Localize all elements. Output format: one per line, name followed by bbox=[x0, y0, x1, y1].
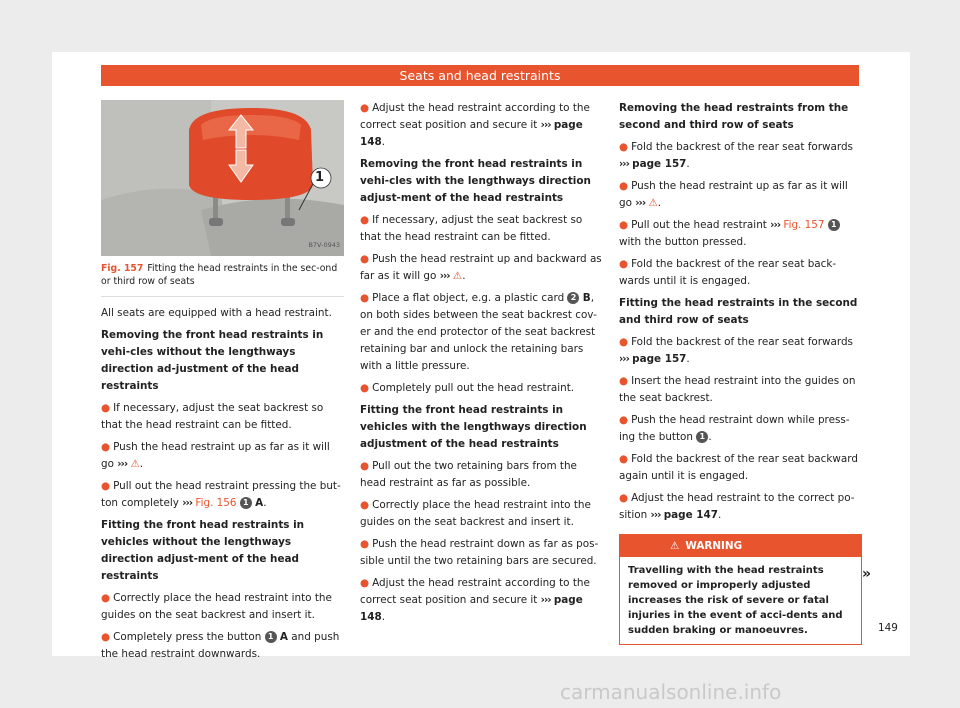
figure-caption: Fig. 157 Fitting the head restraints in the sec-ond or third row of seats bbox=[101, 262, 344, 297]
list-item: ● Pull out the head restraint ››› Fig. 157 1 with the button pressed. bbox=[619, 217, 862, 251]
link-page-148[interactable]: page 148 bbox=[360, 594, 583, 623]
warning-icon[interactable]: ⚠ bbox=[648, 197, 658, 209]
section-header: Seats and head restraints bbox=[101, 65, 859, 86]
list-item: ● Adjust the head restraint to the correct po-sition ››› page 147. bbox=[619, 492, 855, 521]
list-item: ● Adjust the head restraint according to the correct seat position and secure it ››› page 148. bbox=[360, 577, 590, 623]
column-1 bbox=[101, 100, 344, 668]
callout-badge: 1 bbox=[240, 497, 252, 509]
list-item: ● Push the head restraint up as far as it will go ››› ⚠. bbox=[619, 180, 848, 209]
watermark: carmanualsonline.info bbox=[560, 680, 782, 704]
heading-fit-front-adjust: Fitting the front head restraints in vehicles with the lengthways direction adjustment of the head restraints bbox=[360, 404, 587, 450]
link-page-148[interactable]: page 148 bbox=[360, 119, 583, 148]
figure-label: Fig. 157 bbox=[101, 263, 144, 274]
intro-text: All seats are equipped with a head restraint. bbox=[101, 307, 332, 319]
list-item: ● Fold the backrest of the rear seat back-wards until it is engaged. bbox=[619, 258, 837, 287]
warning-icon[interactable]: ⚠ bbox=[452, 270, 463, 282]
column-3 bbox=[619, 100, 862, 645]
figure-157 bbox=[101, 100, 344, 256]
link-page-157[interactable]: page 157 bbox=[632, 353, 687, 365]
list-item: ● If necessary, adjust the seat backrest so that the head restraint can be fitted. bbox=[101, 402, 324, 431]
warning-text: Travelling with the head restraints removed or improperly adjusted increases the risk of severe or fatal injuries in the event of acci-dents and sudden braking or manoeuvres. bbox=[628, 565, 843, 636]
warning-icon: ⚠ bbox=[670, 540, 680, 552]
list-item: ● Fold the backrest of the rear seat forwards ››› page 157. bbox=[619, 141, 853, 170]
continue-mark: » bbox=[862, 566, 872, 582]
link-fig-156[interactable]: Fig. 156 bbox=[195, 497, 237, 509]
heading-remove-front-no-adjust: Removing the front head restraints in vehi-cles without the lengthways direction ad-justment of the head restraints bbox=[101, 329, 324, 392]
list-item: ● Fold the backrest of the rear seat forwards ››› page 157. bbox=[619, 336, 853, 365]
figure-code: B7V-0943 bbox=[308, 241, 340, 249]
list-item: ● Completely press the button 1 A and push the head restraint downwards. bbox=[101, 631, 340, 660]
list-item: ● Push the head restraint up and backward as far as it will go ››› ⚠. bbox=[360, 253, 602, 282]
list-item: ● Push the head restraint up as far as it will go ››› ⚠. bbox=[101, 441, 330, 470]
list-item: ● Push the head restraint down as far as pos-sible until the two retaining bars are secured. bbox=[360, 538, 599, 567]
list-item: ● Correctly place the head restraint into the guides on the seat backrest and insert it. bbox=[360, 499, 591, 528]
callout-badge: 1 bbox=[828, 219, 840, 231]
heading-fit-front-no-adjust: Fitting the front head restraints in vehicles without the lengthways direction adjust-ment of the head restraints bbox=[101, 519, 305, 582]
figure-callout-1: 1 bbox=[315, 170, 325, 185]
warning-icon[interactable]: ⚠ bbox=[130, 458, 140, 470]
list-item: ● Insert the head restraint into the guides on the seat backrest. bbox=[619, 375, 856, 404]
warning-header: ⚠ WARNING bbox=[620, 535, 861, 557]
list-item: ● Push the head restraint down while press-ing the button 1 . bbox=[619, 414, 850, 443]
head-restraint-illustration bbox=[101, 100, 344, 256]
column-2 bbox=[360, 100, 603, 631]
list-item: ● Pull out the two retaining bars from the head restraint as far as possible. bbox=[360, 460, 577, 489]
list-item: ● Place a flat object, e.g. a plastic card 2 B, on both sides between the seat backrest cov-er and the end protector of the seat backrest retaining bar and unlock the retaining bars with a little pressure. bbox=[360, 292, 597, 372]
callout-badge: 1 bbox=[696, 431, 708, 443]
list-item: ● Adjust the head restraint according to the correct seat position and secure it ››› page 148. bbox=[360, 102, 590, 148]
list-item: ● Completely pull out the head restraint. bbox=[360, 382, 575, 394]
heading-fit-rear: Fitting the head restraints in the second and third row of seats bbox=[619, 297, 858, 326]
callout-badge: 1 bbox=[265, 631, 277, 643]
link-page-157[interactable]: page 157 bbox=[632, 158, 687, 170]
heading-remove-front-adjust: Removing the front head restraints in vehi-cles with the lengthways direction adjust-ment of the head restraints bbox=[360, 158, 591, 204]
link-fig-157[interactable]: Fig. 157 bbox=[783, 219, 825, 231]
callout-badge: 2 bbox=[567, 292, 579, 304]
list-item: ● Fold the backrest of the rear seat backward again until it is engaged. bbox=[619, 453, 858, 482]
list-item: ● Pull out the head restraint pressing the but-ton completely ››› Fig. 156 1 A. bbox=[101, 480, 341, 509]
list-item: ● If necessary, adjust the seat backrest so that the head restraint can be fitted. bbox=[360, 214, 583, 243]
heading-remove-rear: Removing the head restraints from the second and third row of seats bbox=[619, 102, 849, 131]
cross-ref-arrow: ››› bbox=[117, 458, 128, 470]
warning-box bbox=[619, 534, 862, 645]
page-number: 149 bbox=[878, 622, 898, 634]
list-item: ● Correctly place the head restraint into the guides on the seat backrest and insert it. bbox=[101, 592, 332, 621]
link-page-147[interactable]: page 147 bbox=[663, 509, 718, 521]
